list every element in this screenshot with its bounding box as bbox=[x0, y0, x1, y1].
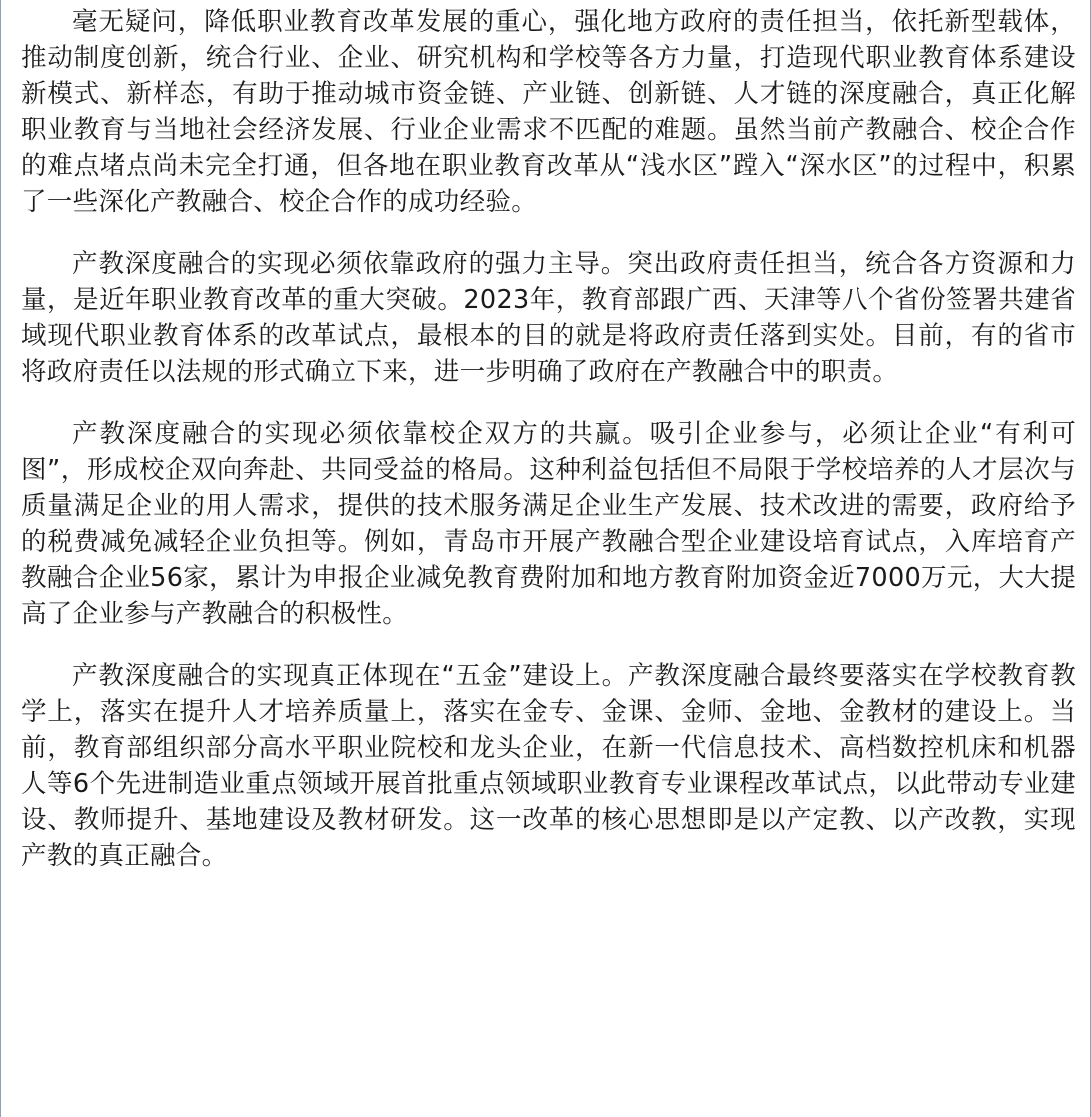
paragraph-intro: 毫无疑问，降低职业教育改革发展的重心，强化地方政府的责任担当，依托新型载体，推动制度创新，统合行业、企业、研究机构和学校等各方力量，打造现代职业教育体系建设新模式、新样态，有助于推动城市资金链、产业链、创新链、人才链的深度融合，真正化解职业教育与当地社会经济发展、行业企业需求不匹配的难题。虽然当前产教融合、校企合作的难点堵点尚未完全打通，但各地在职业教育改革从“浅水区”蹚入“深水区”的过程中，积累了一些深化产教融合、校企合作的成功经验。 bbox=[21, 7, 1076, 217]
paragraph-government-role: 产教深度融合的实现必须依靠政府的强力主导。突出政府责任担当，统合各方资源和力量，是近年职业教育改革的重大突破。2023年，教育部跟广西、天津等八个省份签署共建省域现代职业教育体系的改革试点，最根本的目的就是将政府责任落到实处。目前，有的省市将政府责任以法规的形式确立下来，进一步明确了政府在产教融合中的职责。 bbox=[21, 249, 1076, 387]
paragraph-school-enterprise-win: 产教深度融合的实现必须依靠校企双方的共赢。吸引企业参与，必须让企业“有利可图”，形成校企双向奔赴、共同受益的格局。这种利益包括但不局限于学校培养的人才层次与质量满足企业的用人需求，提供的技术服务满足企业生产发展、技术改进的需要，政府给予的税费减免减轻企业负担等。例如，青岛市开展产教融合型企业建设培育试点，入库培育产教融合企业56家，累计为申报企业减免教育费附加和地方教育附加资金近7000万元，大大提高了企业参与产教融合的积极性。 bbox=[21, 419, 1076, 629]
paragraph-five-gold: 产教深度融合的实现真正体现在“五金”建设上。产教深度融合最终要落实在学校教育教学上，落实在提升人才培养质量上，落实在金专、金课、金师、金地、金教材的建设上。当前，教育部组织部分高水平职业院校和龙头企业，在新一代信息技术、高档数控机床和机器人等6个先进制造业重点领域开展首批重点领域职业教育专业课程改革试点，以此带动专业建设、教师提升、基地建设及教材研发。这一改革的核心思想即是以产定教、以产改教，实现产教的真正融合。 bbox=[21, 661, 1076, 871]
